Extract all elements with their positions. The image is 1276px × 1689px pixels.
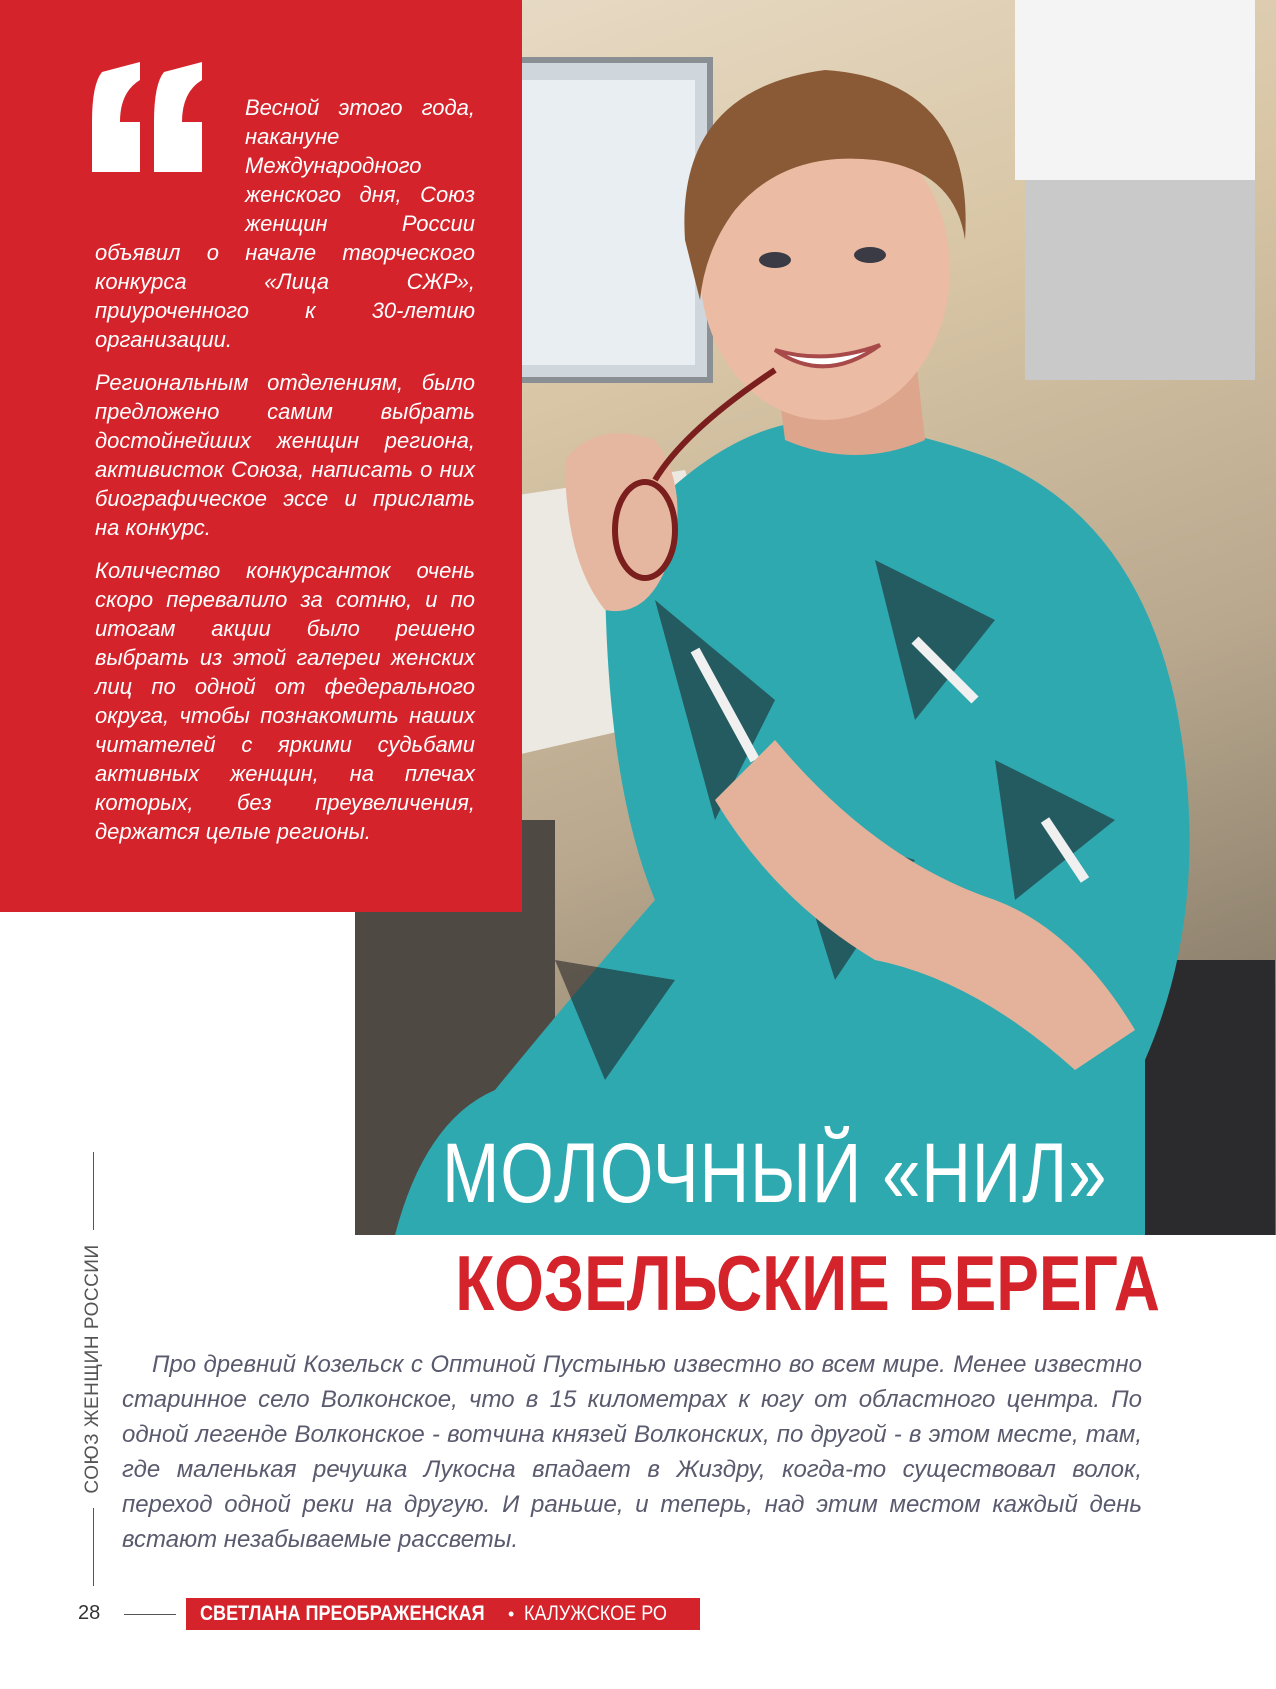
byline-bar — [186, 1598, 700, 1630]
side-caption — [78, 1152, 108, 1586]
side-caption-line-left — [93, 1508, 94, 1586]
side-caption-line-right — [93, 1152, 94, 1230]
quote-text — [95, 93, 475, 860]
page-number: 28 — [78, 1602, 101, 1624]
author-name: СВЕТЛАНА ПРЕОБРАЖЕНСКАЯ — [200, 1602, 485, 1625]
article-title: МОЛОЧНЫЙ «НИЛ» — [442, 1126, 1108, 1220]
quote-paragraph-1: Весной этого года, накануне Международного женского дня, Союз женщин России объявил о начале творческого конкурса «Лица СЖР», приуроченного к 30-летию организации. — [95, 95, 475, 352]
author-region: КАЛУЖСКОЕ РО — [524, 1602, 668, 1625]
article-subtitle: КОЗЕЛЬСКИЕ БЕРЕГА — [455, 1239, 1161, 1327]
footer-divider — [124, 1614, 176, 1615]
lead-paragraph: Про древний Козельск с Оптиной Пустынью известно во всем мире. Менее известно старинное село Волконское, что в 15 километрах к югу от областного центра. По одной легенде Волконское - вотчина князей Волконских, по другой - в этом месте, там, где маленькая речушка Лукосна впадает в Жиздру, когда-то существовал волок, переход одной реки на другую. И раньше, и теперь, над этим местом каждый день встают незабываемые рассветы. — [122, 1351, 1142, 1553]
quote-paragraph-3: Количество конкурсанток очень скоро перевалило за сотню, и по итогам акции было решено выбрать из этой галереи женских лиц по одной от федерального округа, чтобы познакомить наших читателей с яркими судьбами активных женщин, на плечах которых, без преувеличения, держатся целые регионы. — [95, 558, 475, 844]
quote-paragraph-2: Региональным отделениям, было предложено самим выбрать достойнейших женщин региона, активисток Союза, написать о них биографическое эссе и прислать на конкурс. — [95, 370, 475, 540]
side-caption-text: СОЮЗ ЖЕНЩИН РОССИИ — [82, 1244, 103, 1494]
quote-panel — [0, 0, 522, 912]
byline-separator: • — [508, 1603, 515, 1624]
